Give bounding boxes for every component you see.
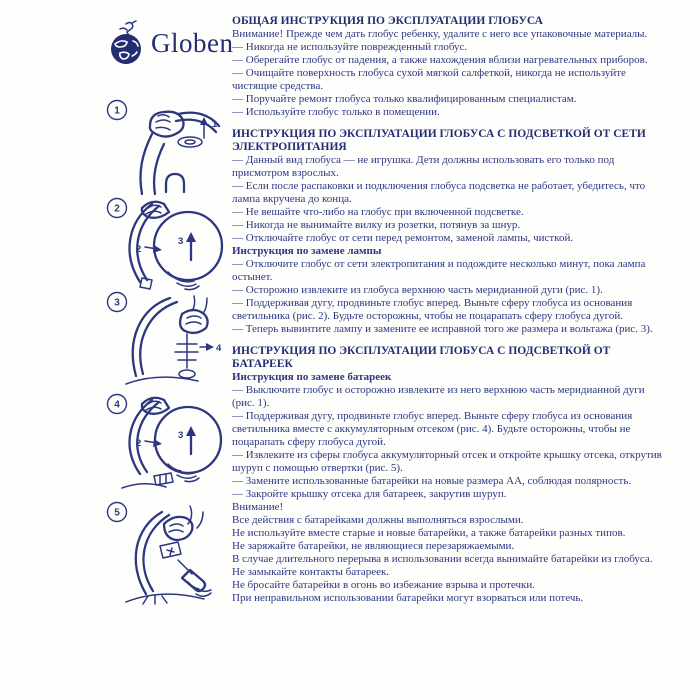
paragraph: — Закройте крышку отсека для батареек, закрутив шуруп. xyxy=(232,488,507,500)
figure-4-remove-sphere-battery xyxy=(98,390,230,492)
paragraph: — Если после распаковки и подключения глобуса подсветка не работает, убедитесь, что лампа вкручена до конца. xyxy=(232,180,646,205)
figure-2-arrow-label-2: 2 xyxy=(136,244,142,255)
figure-3-arrow-label: 4 xyxy=(216,343,222,354)
figure-3-number: 3 xyxy=(114,297,120,309)
paragraph: Все действия с батарейками должны выполняться взрослыми. xyxy=(232,514,524,526)
paragraph: — Поддерживая дугу, продвиньте глобус вперед. Выньте сферу глобуса из основания светильника (рис. 2). Будьте осторожны, чтобы не поцарапать сферу глобуса дугой. xyxy=(232,297,633,322)
paragraph: — Не вешайте что-либо на глобус при включенной подсветке. xyxy=(232,206,524,218)
globe-icon xyxy=(106,20,148,66)
figure-4-arrow-label-3: 3 xyxy=(178,430,184,441)
paragraph: Не замыкайте контакты батареек. xyxy=(232,566,390,578)
paragraph: — Оберегайте глобус от падения, а также нахождения вблизи нагревательных приборов. xyxy=(232,54,648,66)
paragraph: В случае длительного перерыва в использовании всегда вынимайте батарейки из глобуса. xyxy=(232,553,653,565)
paragraph: — Никогда не используйте поврежденный глобус. xyxy=(232,41,468,53)
figure-1-arrow-label: 1 xyxy=(212,119,218,130)
paragraph: — Используйте глобус только в помещении. xyxy=(232,106,440,118)
paragraph: При неправильном использовании батарейки могут взорваться или потечь. xyxy=(232,592,584,604)
paragraph: — Выключите глобус и осторожно извлеките из него верхнюю часть меридианной дуги (рис. 1). xyxy=(232,384,645,409)
paragraph: Не заряжайте батарейки, не являющиеся перезаряжаемыми. xyxy=(232,540,515,552)
paragraph: Внимание! Прежде чем дать глобус ребенку, удалите с него все упаковочные материалы. xyxy=(232,28,648,40)
paragraph: Не бросайте батарейки в огонь во избежание взрыва и протечки. xyxy=(232,579,536,591)
figure-5-open-battery-cover xyxy=(98,498,230,610)
subheading-lamp-replacement: Инструкция по замене лампы xyxy=(232,245,382,257)
paragraph: — Отключите глобус от сети электропитания и подождите несколько минут, пока лампа остынет. xyxy=(232,258,646,283)
instruction-text-column xyxy=(232,15,670,605)
figure-4-number: 4 xyxy=(114,399,120,411)
section-heading-battery-power: ИНСТРУКЦИЯ ПО ЭКСПЛУАТАЦИИ ГЛОБУСА С ПОДСВЕТКОЙ ОТ БАТАРЕЕК xyxy=(232,345,611,370)
figure-1-remove-arc-top xyxy=(98,96,230,198)
figure-2-slide-globe-out xyxy=(98,194,230,296)
paragraph: — Теперь вывинтите лампу и замените ее исправной того же размера и вольтажа (рис. 3). xyxy=(232,323,653,335)
paragraph: — Извлеките из сферы глобуса аккумуляторный отсек и откройте крышку отсека, открутив шуруп с помощью отвертки (рис. 5). xyxy=(232,449,662,474)
figure-1-number: 1 xyxy=(114,105,120,117)
figure-2-number: 2 xyxy=(114,203,120,215)
figure-3-replace-lamp xyxy=(98,288,230,390)
paragraph: — Данный вид глобуса — не игрушка. Дети должны использовать его только под присмотром взрослых. xyxy=(232,154,615,179)
brand-name: Globen xyxy=(151,27,234,58)
figure-4-arrow-label-2: 2 xyxy=(136,438,142,449)
subheading-battery-replacement: Инструкция по замене батареек xyxy=(232,371,392,383)
paragraph: — Поддерживая дугу, продвиньте глобус вперед. Выньте сферу глобуса из основания светильника вместе с аккумуляторным отсеком (рис. 4). Будьте осторожны, чтобы не поцарапать сферу глобуса дугой. xyxy=(232,410,633,448)
figure-5-number: 5 xyxy=(114,507,120,519)
figure-2-arrow-label-3: 3 xyxy=(178,236,184,247)
paragraph: — Отключайте глобус от сети перед ремонтом, заменой лампы, чисткой. xyxy=(232,232,574,244)
globen-logo xyxy=(106,20,233,66)
paragraph: — Поручайте ремонт глобуса только квалифицированным специалистам. xyxy=(232,93,577,105)
section-heading-mains-power: ИНСТРУКЦИЯ ПО ЭКСПЛУАТАЦИИ ГЛОБУСА С ПОДСВЕТКОЙ ОТ СЕТИ ЭЛЕКТРОПИТАНИЯ xyxy=(232,128,646,153)
paragraph: Внимание! xyxy=(232,501,284,513)
paragraph: — Замените использованные батарейки на новые размера АА, соблюдая полярность. xyxy=(232,475,632,487)
paragraph: — Никогда не вынимайте вилку из розетки, потянув за шнур. xyxy=(232,219,521,231)
paragraph: — Осторожно извлеките из глобуса верхнюю часть меридианной дуги (рис. 1). xyxy=(232,284,603,296)
paragraph: — Очищайте поверхность глобуса сухой мягкой салфеткой, никогда не используйте чистящие средства. xyxy=(232,67,626,92)
paragraph: Не используйте вместе старые и новые батарейки, а также батарейки разных типов. xyxy=(232,527,626,539)
section-heading-general: ОБЩАЯ ИНСТРУКЦИЯ ПО ЭКСПЛУАТАЦИИ ГЛОБУСА xyxy=(232,15,543,27)
